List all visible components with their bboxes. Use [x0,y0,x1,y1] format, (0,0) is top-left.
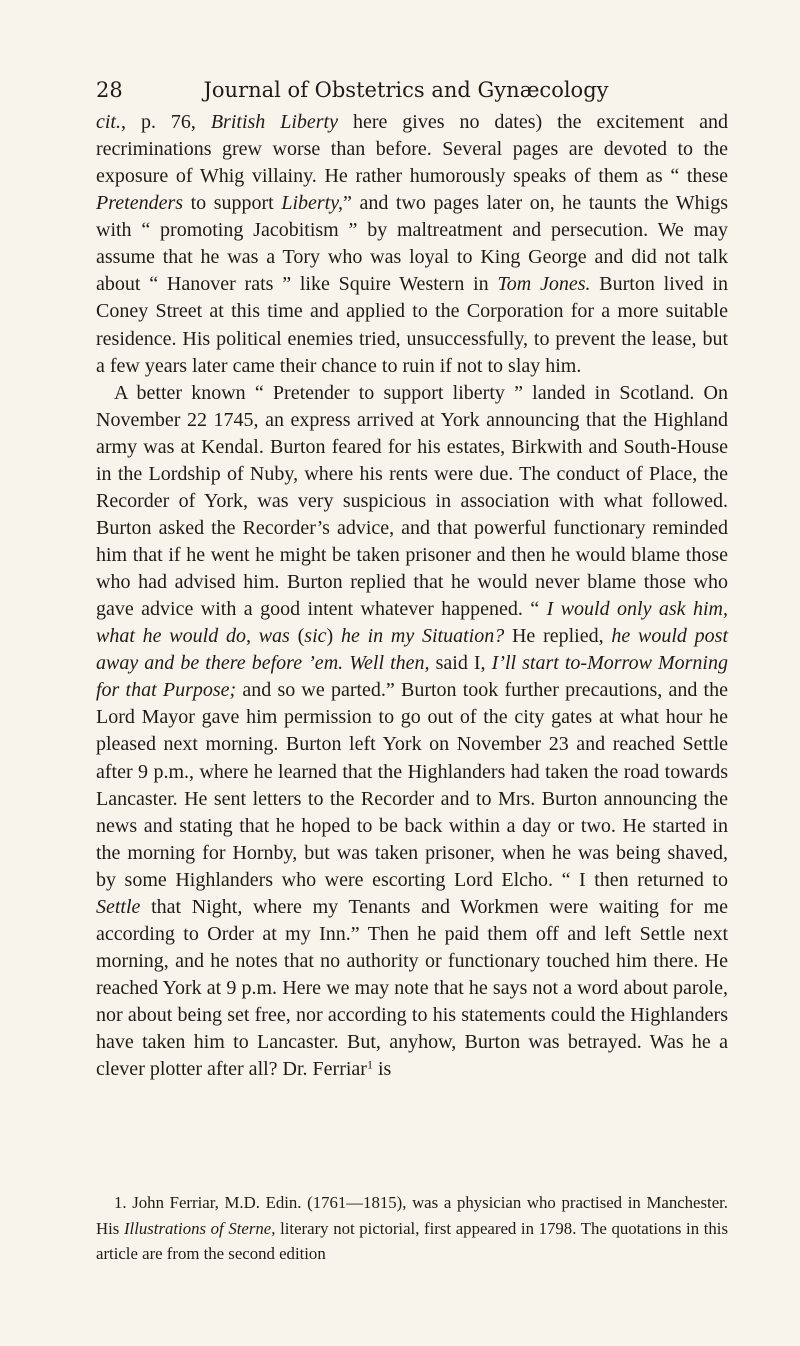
text-run: said I, [429,652,492,675]
italic-text: Settle [96,895,141,918]
text-run: ” and two pages later on, he taunts the Whigs with “ promoting Jacobitism ” by maltreatment and persecution. We may assume that he was a Tory who was loyal to King George and did not talk about “ Hanover rats ” like Squire Western in [96,192,728,296]
text-run: ) [326,625,341,648]
text-run: , p. 76, [121,111,211,133]
text-run: is [372,1058,392,1081]
italic-text: Tom Jones. [497,273,591,296]
text-run: that Night, where my Tenants and Workmen were waiting for me according to Order at my Inn.” Then he paid them off and left Settle next morning, and he notes that no authority or functionary touched him there. He reached York at 9 p.m. Here we may note that he says not a word about parole, nor about being set free, nor according to his statements could the Highlanders have taken him to Lancaster. But, anyhow, Burton was betrayed. Was he a clever plotter after all? Dr. Ferriar [96,895,728,1081]
text-run: ( [289,625,305,648]
italic-text: he in my Situation? [340,625,505,648]
text-run: literary not pictorial, first appeared in 1798. The quotations in this article are from the second edition [96,1218,728,1264]
italic-text: sic [304,625,327,648]
footnote-marker: 1 [366,1057,373,1072]
text-run: here gives no dates) the excitement and recriminations grew worse than before. Several pages are devoted to the exposure of Whig villainy. He rather humorously speaks of them as “ these [96,111,729,188]
text-run: 1. John Ferriar, M.D. Edin. (1761—1815), was a physician who practised in Manchester. His [96,1193,728,1238]
text-run: Burton lived in Coney Street at this time and applied to the Corporation for a more suitable residence. His political enemies tried, unsuccessfully, to prevent the lease, but a few years later came their chance to ruin if not to slay him. [96,273,728,377]
italic-text: he would post away and be there before ’em. Well then, [96,625,728,675]
italic-text: Pretenders [96,192,184,215]
page-number: 28 [96,78,123,102]
italic-text: Liberty, [281,192,343,215]
footnote [96,1190,728,1267]
journal-title: Journal of Obstetrics and Gynæcology [203,78,609,102]
text-run: to support [183,192,282,215]
body-text [96,109,728,1083]
paragraph [96,109,728,380]
running-header [96,74,716,106]
text-run: A better known “ Pretender to support liberty ” landed in Scotland. On November 22 1745, an express arrived at York announcing that the Highland army was at Kendal. Burton feared for his estates, Birkwith and South-House in the Lordship of Nuby, where his rents were due. The conduct of Place, the Recorder of York, was very suspicious in association with what followed. Burton asked the Recorder’s advice, and that powerful functionary reminded him that if he went he might be taken prisoner and then he would blame those who had advised him. Burton replied that he would never blame those who gave advice with a good intent whatever happened. “ [96,381,728,621]
text-run: He replied, [504,625,612,648]
italic-text: cit. [96,111,121,133]
text-run: and so we parted.” Burton took further precautions, and the Lord Mayor gave him permission to go out of the city gates at what hour he pleased next morning. Burton left York on November 23 and reached Settle after 9 p.m., where he learned that the Highlanders had taken the road towards Lancaster. He sent letters to the Recorder and to Mrs. Burton announcing the news and stating that he hoped to be back within a day or two. He started in the morning for Hornby, but was taken prisoner, when he was being shaved, by some Highlanders who were escorting Lord Elcho. “ I then returned to [96,679,728,891]
italic-text: I’ll start to-Morrow Morning for that Purpose; [96,652,728,702]
italic-text: Illustrations of Sterne, [123,1218,276,1238]
italic-text: British Liberty [210,111,338,133]
paragraph [96,380,728,1084]
footnote-text [96,1190,728,1267]
italic-text: I would only ask him, what he would do, was [96,598,728,648]
